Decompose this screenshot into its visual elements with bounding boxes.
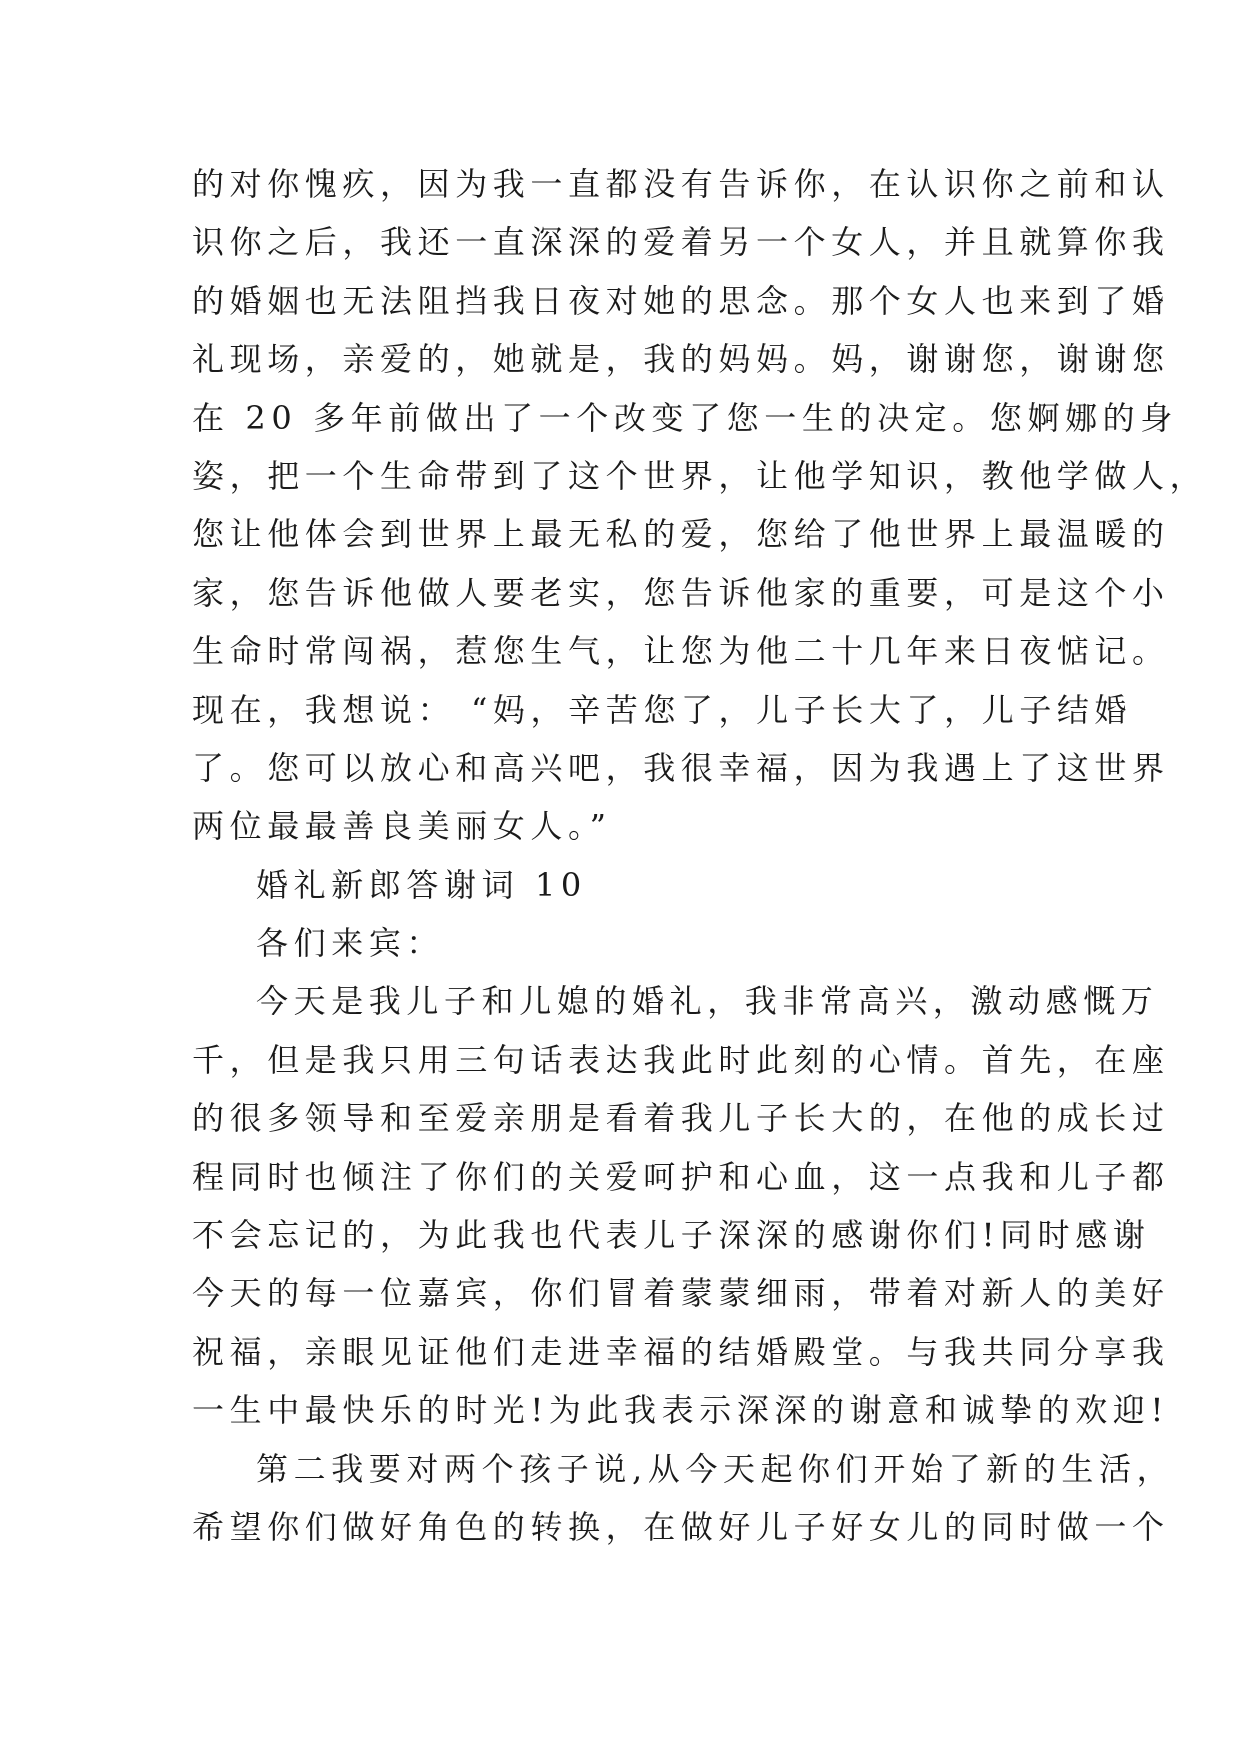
text-line: 今天的每一位嘉宾，你们冒着蒙蒙细雨，带着对新人的美好 (192, 1274, 1170, 1313)
salutation: 各们来宾： (256, 924, 445, 963)
body-text (192, 155, 1208, 1556)
text-line: 一生中最快乐的时光!为此我表示深深的谢意和诚挚的欢迎! (192, 1391, 1169, 1430)
text-line: 现在，我想说： “妈，辛苦您了，儿子长大了，儿子结婚 (192, 690, 1133, 729)
text-line: 了。您可以放心和高兴吧，我很幸福，因为我遇上了这世界 (192, 748, 1170, 787)
text-line: 姿，把一个生命带到了这个世界，让他学知识，教他学做人， (192, 456, 1208, 495)
text-line: 祝福，亲眼见证他们走进幸福的结婚殿堂。与我共同分享我 (192, 1332, 1170, 1371)
text-line: 您让他体会到世界上最无私的爱，您给了他世界上最温暖的 (192, 515, 1170, 554)
text-line: 生命时常闯祸，惹您生气，让您为他二十几年来日夜惦记。 (192, 632, 1170, 671)
text-line: 在 20 多年前做出了一个改变了您一生的决定。您婀娜的身 (192, 398, 1178, 437)
text-line: 礼现场，亲爱的，她就是，我的妈妈。妈，谢谢您，谢谢您 (192, 340, 1170, 379)
text-line: 程同时也倾注了你们的关爱呵护和心血，这一点我和儿子都 (192, 1157, 1170, 1196)
text-line: 希望你们做好角色的转换，在做好儿子好女儿的同时做一个 (192, 1507, 1170, 1546)
text-line: 两位最最善良美丽女人。” (192, 807, 612, 846)
text-line: 千，但是我只用三句话表达我此时此刻的心情。首先，在座 (192, 1040, 1170, 1079)
text-line: 的很多领导和至爱亲朋是看着我儿子长大的，在他的成长过 (192, 1099, 1170, 1138)
text-line: 的对你愧疚，因为我一直都没有告诉你，在认识你之前和认 (192, 165, 1170, 203)
text-line: 第二我要对两个孩子说,从今天起你们开始了新的生活， (256, 1449, 1175, 1488)
text-line: 不会忘记的，为此我也代表儿子深深的感谢你们!同时感谢 (192, 1216, 1151, 1255)
text-line: 今天是我儿子和儿媳的婚礼，我非常高兴，激动感慨万 (256, 982, 1159, 1021)
text-line: 识你之后，我还一直深深的爱着另一个女人，并且就算你我 (192, 223, 1170, 262)
section-heading: 婚礼新郎答谢词 10 (256, 865, 587, 904)
text-line: 家，您告诉他做人要老实，您告诉他家的重要，可是这个小 (192, 573, 1170, 612)
text-line: 的婚姻也无法阻挡我日夜对她的思念。那个女人也来到了婚 (192, 281, 1170, 320)
